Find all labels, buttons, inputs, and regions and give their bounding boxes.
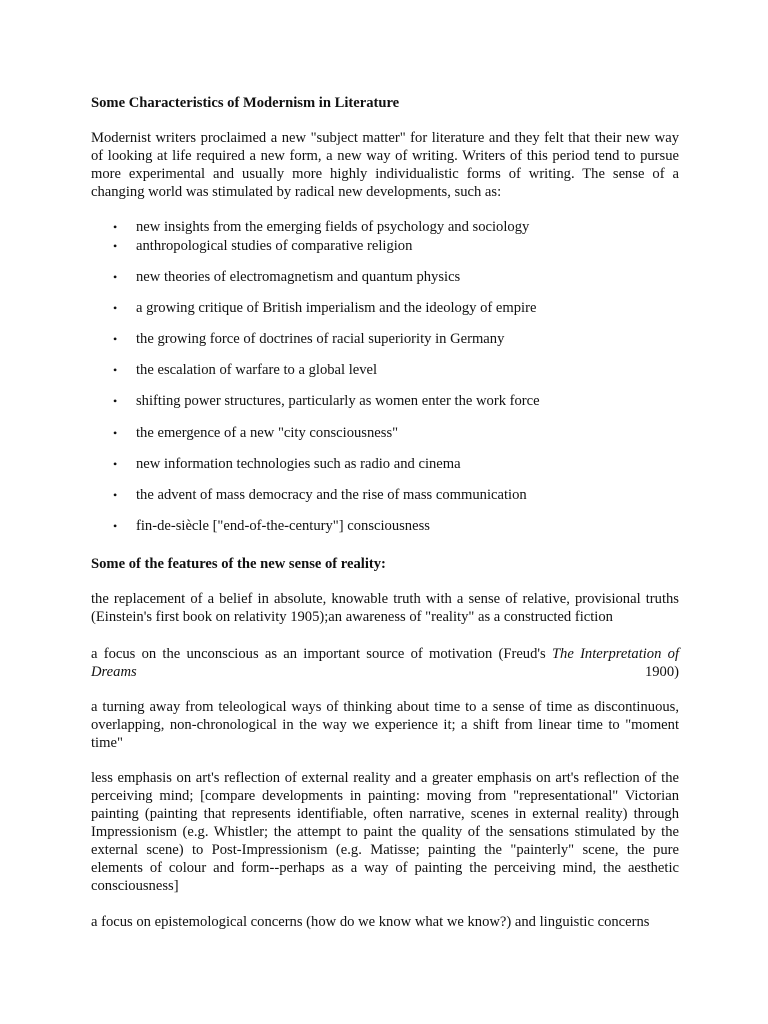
document-page: Some Characteristics of Modernism in Literature Modernist writers proclaimed a new "subject matter" for literature and they felt that their new way of looking at life required a new form, a new way of writing. Writers of this period tend to pursue more experimental and usually more highly individualistic forms of writing. The sense of a changing world was stimulated by radical new developments, such as: • new insights from the emerging fields of psychology and sociology • anthropological studies of comparative religion • new theories of electromagnetism and quantum physics • a growing critique of British imperialism and the ideology of empire • the growing force of doctrines of racial superiority in Germany • the escalation of warfare to a global level • shifting power structures, particularly as women enter the work force • the emergence of a new "city consciousness" • new information technologies such as radio and cinema • the advent of mass democracy and the rise of mass communication • fin-de-siècle ["end-of-the-century"] consciousness Some of the features of the new sense of reality: the replacement of a belief in absolute, knowable truth with a sense of relative, provisional truths (Einstein's first book on relativity 1905);an awareness of "reality" as a constructed fiction a focus on the unconscious as an important source of motivation (Freud's The Interpretation of Dreams 1900) a turning away from teleological ways of thinking about time to a sense of time as discontinuous, overlapping, non-chronological in the way we experience it; a shift from linear time to "moment time" less emphasis on art's reflection of external reality and a greater emphasis on art's reflection of the perceiving mind; [compare developments in painting: moving from "representational" Victorian painting (painting that represents identifiable, often narrative, scenes in external reality) through Impressionism (e.g. Whistler; the attempt to paint the quality of the sensations stimulated by the external scene) to Post-Impressionism (e.g. Matisse; painting the "painterly" scene, the pure elements of colour and form--perhaps as a way of painting the perceiving mind, the aesthetic consciousness] a focus on epistemological concerns (how do we know what we know?) and linguistic concerns [91,95,679,930]
feature-truth-paragraph: the replacement of a belief in absolute, knowable truth with a sense of relative, provisional truths (Einstein's first book on relativity 1905);an awareness of "reality" as a constructed fiction [91,591,679,625]
bullet-icon: • [113,270,118,284]
bullet-icon: • [113,332,118,346]
bullet-icon: • [113,488,118,502]
intro-paragraph: Modernist writers proclaimed a new "subject matter" for literature and they felt that their new way of looking at life required a new form, a new way of writing. Writers of this period tend to pursue more experimental and usually more highly individualistic forms of writing. The sense of a changing world was stimulated by radical new developments, such as: [91,130,679,200]
freud-book-title: The Interpretation of Dreams [91,646,679,680]
bullet-icon: • [113,519,118,533]
bullet-icon: • [113,239,118,253]
bullet-icon: • [113,220,118,234]
feature-epistemology-paragraph: a focus on epistemological concerns (how do we know what we know?) and linguistic concerns [91,914,650,930]
bullet-icon: • [113,394,118,408]
bullet-icon: • [113,363,118,377]
features-heading: Some of the features of the new sense of reality: [91,556,386,572]
feature-art-paragraph: less emphasis on art's reflection of external reality and a greater emphasis on art's reflection of the perceiving mind; [compare developments in painting: moving from "representational" Victorian painting (painting that represents identifiable, often narrative, scenes in external reality) through Impressionism (e.g. Whistler; the attempt to paint the quality of the sensations stimulated by the external scene) to Post-Impressionism (e.g. Matisse; painting the "painterly" scene, the pure elements of colour and form--perhaps as a way of painting the perceiving mind, the aesthetic consciousness] [91,770,679,894]
bullet-icon: • [113,457,118,471]
feature-time-paragraph: a turning away from teleological ways of thinking about time to a sense of time as discontinuous, overlapping, non-chronological in the way we experience it; a shift from linear time to "moment time" [91,699,679,751]
bullet-icon: • [113,301,118,315]
bullet-icon: • [113,426,118,440]
page-title: Some Characteristics of Modernism in Literature [91,95,400,111]
feature-unconscious-paragraph: a focus on the unconscious as an important source of motivation (Freud's The Interpretation of Dreams 1900) [91,646,679,680]
